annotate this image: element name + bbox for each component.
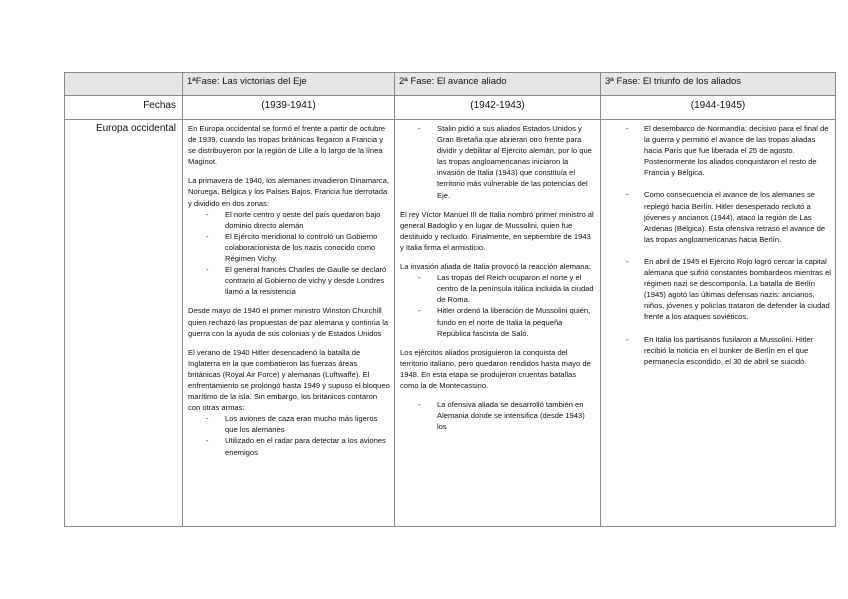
europa-phase-1-cell (183, 120, 395, 527)
list-item: - El desembarco de Normandía: decisivo para el final de la guerra y permitió el avance de las tropas aliadas hacia París que fue liberada el 25 de agosto. Posteriormente los aliados conquistaron el resto de Francia y Bélgica. (606, 123, 831, 178)
paragraph: En Europa occidental se formó el frente a partir de octubre de 1939, cuando las tropas británicas llegaron a Francia y se distribuyeron por la región de Lille a lo largo de la línea Maginot. (188, 124, 386, 167)
bullet-list (400, 123, 596, 201)
list-item: - La ofensiva aliada se desarrolló también en Alemania donde se intensifica (desde 1943) los (400, 399, 596, 432)
list-item: - Las tropas del Reich ocuparon el norte y el centro de la península itálica incluida la ciudad de Roma. (400, 272, 596, 305)
bullet-list (400, 399, 596, 432)
bullet-list (606, 123, 831, 367)
list-item: - El Ejército meridional lo controló un Gobierno colaboracionista de los nazis conocido como Régimen Vichy. (188, 231, 390, 264)
dates-phase-3: (1944-1945) (601, 96, 836, 120)
list-item: - En abril de 1945 el Ejército Rojo logró cercar la capital alemana que sufrió constantes bombardeos mientras el régimen nazi se descomponía. La batalla de Berlín (1945) agotó las últimas defensas nazis: ancianos, niños, jóvenes y policías trataron de defender la ciudad frente a los ataques soviéticos. (606, 256, 831, 323)
dates-phase-1: (1939-1941) (183, 96, 395, 120)
list-item: - Hitler ordenó la liberación de Mussolini quién, fundo en el norte de Italia la pequeña República fascista de Saló. (400, 305, 596, 338)
header-corner-cell (65, 73, 183, 96)
europa-phase-3-cell (601, 120, 836, 527)
dates-row (65, 96, 836, 120)
bullet-list (400, 272, 596, 339)
europa-label: Europa occidental (65, 120, 183, 527)
header-phase-2: 2ª Fase: El avance aliado (395, 73, 601, 96)
bullet-list (188, 413, 390, 457)
paragraph: Los ejércitos aliados prosiguieron la conquista del territorio italiano, pero quedaron rendidos hasta mayo de 1948. En esta etapa se produjeron cruentas batallas como la de Montecassino. (400, 347, 591, 390)
list-item: - El norte centro y oeste del país quedaron bajo dominio directo alemán (188, 209, 390, 231)
paragraph: La primavera de 1940, los alemanes invadieron Dinamarca, Noruega, Bélgica y los Países Bajos. Francia fue derrotada y dividido en dos zonas: (188, 176, 389, 208)
paragraph: La invasión aliada de Italia provocó la reacción alemana: (400, 262, 591, 272)
list-item: - El general francés Charles de Gaulle se declaró contrario al Gobierno de vichy y desde Londres llamó a la resistencia (188, 264, 390, 297)
list-item: - Como consecuencia el avance de los alemanes se replegó hacia Berlín. Hitler desesperado reclutó a jóvenes y ancianos (1944), atacó la región de Las Ardenas (Bélgica). Esta ofensiva retrasó el avance de las tropas angloamericanas hacia Berlín. (606, 189, 831, 244)
dates-label: Fechas (65, 96, 183, 120)
list-item: - Utilizado en el radar para detectar a los aviones enemigos (188, 435, 390, 457)
header-phase-1: 1ªFase: Las victorias del Eje (183, 73, 395, 96)
header-row (65, 73, 836, 96)
europa-row (65, 120, 836, 527)
bullet-list (188, 209, 390, 298)
paragraph: El verano de 1940 Hitler desencadenó la batalla de Inglaterra en la que combatieron las fuerzas áreas británicas (Royal Air Force) y alemanas (Luftwaffe). El enfrentamiento se prolongó hasta 1949 y supuso el bloqueo marítimo de la isla. Sin embargo, los británicos contaron con otras armas: (188, 347, 390, 413)
list-item: - Los aviones de caza eran mucho más ligeros que los alemanes (188, 413, 390, 435)
paragraph: El rey Víctor Manuel III de Italia nombró primer ministro al general Badoglio y en lugar de Mussolini, quien fue destituido y recluido. Finalmente, en septiembre de 1943 y Italia firma el armisticio. (400, 209, 594, 252)
history-table (64, 72, 836, 527)
header-phase-3: 3ª Fase: El triunfo de los aliados (601, 73, 836, 96)
europa-phase-2-cell (395, 120, 601, 527)
list-item: - Stalin pidió a sus aliados Estados Unidos y Gran Bretaña que abrieran otro frente para dividir y debilitar al Ejército alemán, por lo que las tropas angloamericanas iniciaron la invasión de Italia (1943) que constituía el territorio más vulnerable de las potencias del Eje. (400, 123, 596, 201)
dates-phase-2: (1942-1943) (395, 96, 601, 120)
list-item: - En Italia los partisanos fusilaron a Mussolini. Hitler recibió la noticia en el bunker de Berlín en el que permanecía escondido, el 30 de abril se suicidó. (606, 334, 831, 367)
paragraph: Desde mayo de 1940 el primer ministro Winston Churchill quien rechazó las propuestas de paz alemana y continúa la guerra con la ayuda de sus colonias y de Estados Unidos (188, 306, 389, 338)
